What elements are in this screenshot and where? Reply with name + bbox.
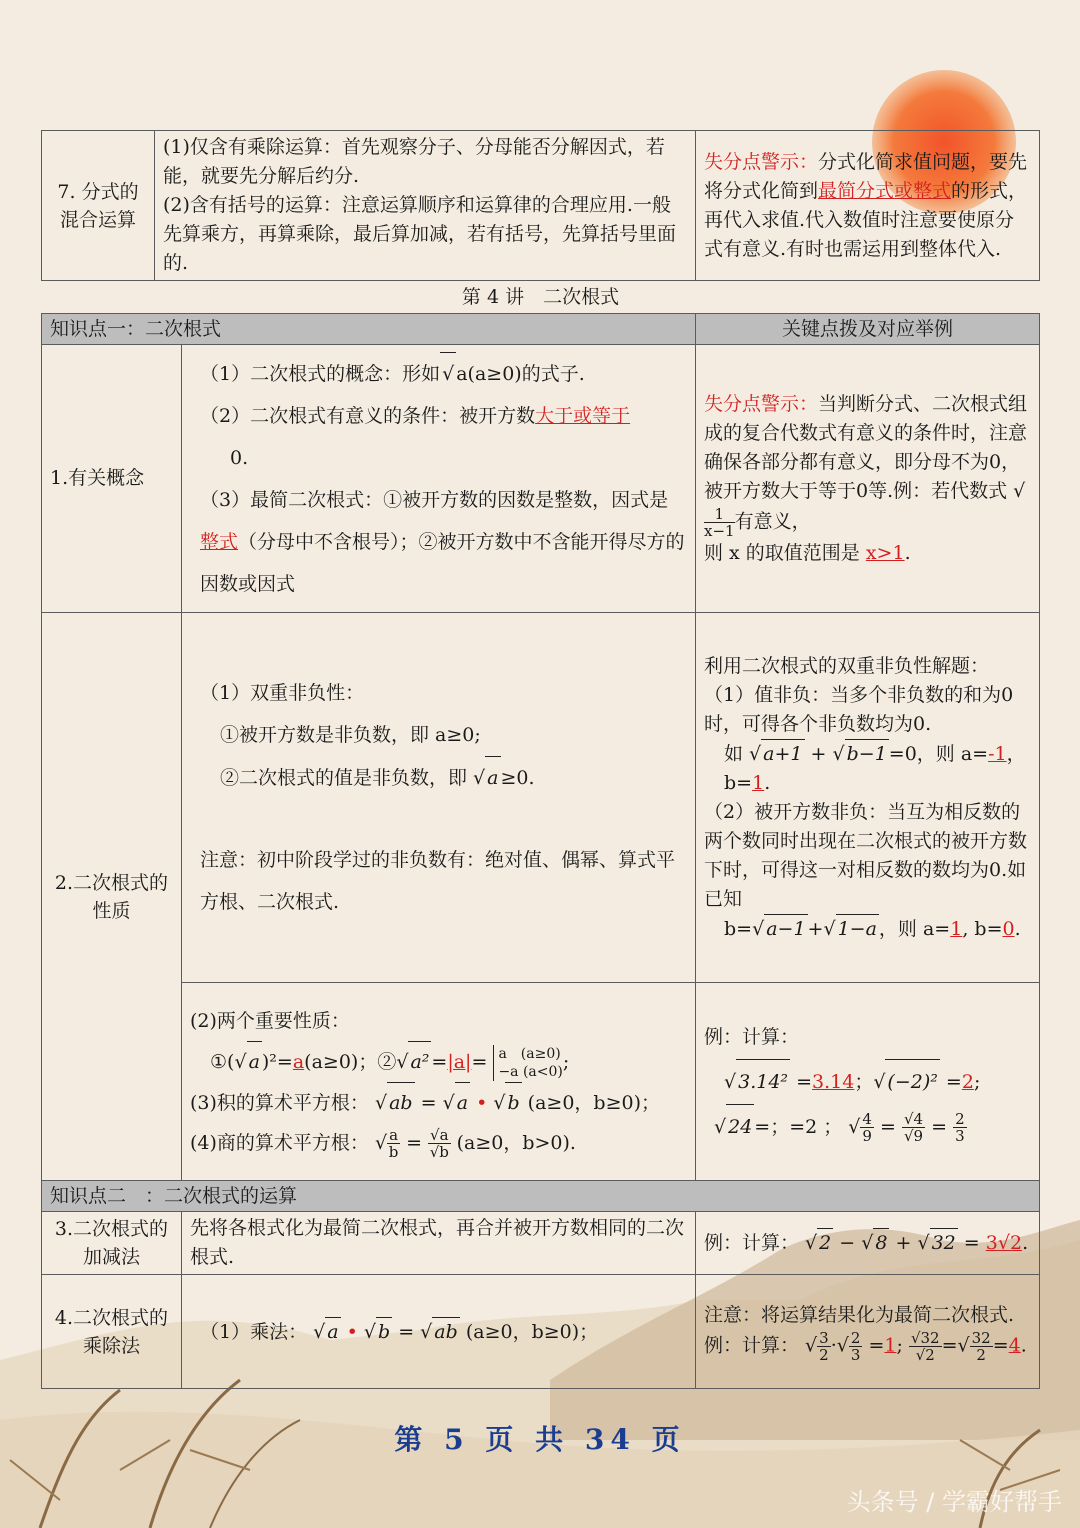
warning-highlight: 最简分式或整式 bbox=[818, 179, 952, 202]
fraction: $\frac{1}{x-1}$ bbox=[704, 504, 735, 540]
content-line: （3）最简二次根式：①被开方数的因数是整数，因式是整式（分母中不含根号）；②被开方数中不含能开得尽方的因数或因式 bbox=[200, 489, 685, 595]
row-property-2 bbox=[42, 983, 1040, 1181]
row-content: （1）乘法： √ a • √ b = √ ab (a≥0，b≥0)； bbox=[182, 1275, 696, 1389]
property-tips: 利用二次根式的双重非负性解题： （1）值非负：当多个非负数的和为0时，可得各个非负数均为0. 如 √ a+1 + √ b−1 =0，则 a=-1， b=1. （2）被开方数非负：当互为相反数的两个数同时出现在二次根式的被开方数下时，可得这一对相反数的数均为0.如已知 b=√ a−1 +√ 1−a ，则 a=1, b=0. bbox=[696, 613, 1040, 983]
warning-note bbox=[696, 131, 1040, 281]
warning-note: 失分点警示：当判断分式、二次根式组成的复合代数式有意义的条件时，注意确保各部分都有意义，即分母不为0，被开方数大于等于0等.例：若代数式 √ $\frac{1}{x-1}$ 有意义， 则 x 的取值范围是 x>1. bbox=[696, 345, 1040, 613]
watermark: 头条号 / 学霸好帮手 bbox=[846, 1488, 1062, 1516]
warning-text: 分式化简求值问题，要先将分式化简到 bbox=[704, 150, 1028, 202]
row-add-sub bbox=[42, 1212, 1040, 1275]
row-property bbox=[42, 613, 1040, 983]
row-fraction-mixed-ops bbox=[42, 131, 1040, 281]
kp2-header bbox=[42, 1181, 1040, 1212]
row-content: （1）双重非负性： ①被开方数是非负数，即 a≥0; ②二次根式的值是非负数，即 √ a ≥0. 注意：初中阶段学过的非负数有：绝对值、偶幂、算式平方根、二次根式. bbox=[182, 613, 696, 983]
content-line: （1）二次根式的概念：形如 √ a(a≥0)的式子. bbox=[200, 352, 687, 395]
kp1-header bbox=[42, 314, 1040, 345]
row-content: 先将各根式化为最简二次根式，再合并被开方数相同的二次根式. bbox=[182, 1212, 696, 1275]
page-footer: 第 5 页 共 34 页 bbox=[394, 1423, 686, 1456]
warning-label: 失分点警示： bbox=[704, 392, 819, 415]
warning-label: 失分点警示： bbox=[704, 150, 819, 173]
sqrt-symbol: √ bbox=[440, 352, 456, 395]
kp1-header-left: 知识点一：二次根式 bbox=[42, 314, 696, 345]
muldiv-note: 注意：将运算结果化为最简二次根式. 例：计算： √ $\frac{3}{2}$ ·√ $\frac{2}{3}$ =1; $\frac{√32}{√2}$ =√ $\frac{32}{2}$ =4. bbox=[696, 1275, 1040, 1389]
content-line: (1)仅含有乘除运算：首先观察分子、分母能否分解因式，若能，就要先分解后约分. bbox=[163, 136, 665, 187]
content-line: （2）二次根式有意义的条件：被开方数大于或等于 bbox=[200, 405, 631, 427]
content-line: (2)含有括号的运算：注意运算顺序和运算律的合理应用.一般先算乘方，再算乘除，最后算加减，若有括号，先算括号里面的. bbox=[163, 194, 677, 274]
lecture-title: 第 4 讲 二次根式 bbox=[42, 281, 1040, 314]
content-line: 0. bbox=[230, 447, 249, 469]
row-content: (2)两个重要性质： ①(√ a )²=a(a≥0)；②√ a² =|a|= a (a≥0) −a (a<0) ; (3)积的算术平方根： √ ab = √ a • √ b (a≥0，b≥0)； (4)商的算术平方根： √ $\frac{a}{b}$ = $\frac{√a}{√b}$ (a≥0，b>0). bbox=[182, 983, 696, 1181]
row-label: 4.二次根式的乘除法 bbox=[42, 1275, 182, 1389]
row-label: 2.二次根式的性质 bbox=[42, 613, 182, 1181]
warning-text: 的形式，再代入求值.代入数值时注意要使原分式有意义.有时也需运用到整体代入. bbox=[704, 179, 1028, 260]
row-concept bbox=[42, 345, 1040, 613]
row-content bbox=[182, 345, 696, 613]
row-content bbox=[155, 131, 696, 281]
row-label: 3.二次根式的加减法 bbox=[42, 1212, 182, 1275]
row-label: 7. 分式的混合运算 bbox=[42, 131, 155, 281]
addsub-example: 例：计算： √ 2 − √ 8 + √ 32 = 3√2. bbox=[696, 1212, 1040, 1275]
kp1-header-right: 关键点拨及对应举例 bbox=[696, 314, 1040, 345]
kp2-header-text: 知识点二 ：二次根式的运算 bbox=[42, 1181, 1040, 1212]
row-mul-div bbox=[42, 1275, 1040, 1389]
document-table bbox=[41, 130, 1039, 1389]
piecewise: a (a≥0) −a (a<0) bbox=[493, 1045, 562, 1081]
property-examples: 例：计算： √ 3.14² =3.14；√ (−2)² =2; √ 24 =；=2 ； √ $\frac{4}{9}$ = $\frac{√4}{√9}$ = $\frac{2}{3}$ bbox=[696, 983, 1040, 1181]
row-label: 1.有关概念 bbox=[42, 345, 182, 613]
